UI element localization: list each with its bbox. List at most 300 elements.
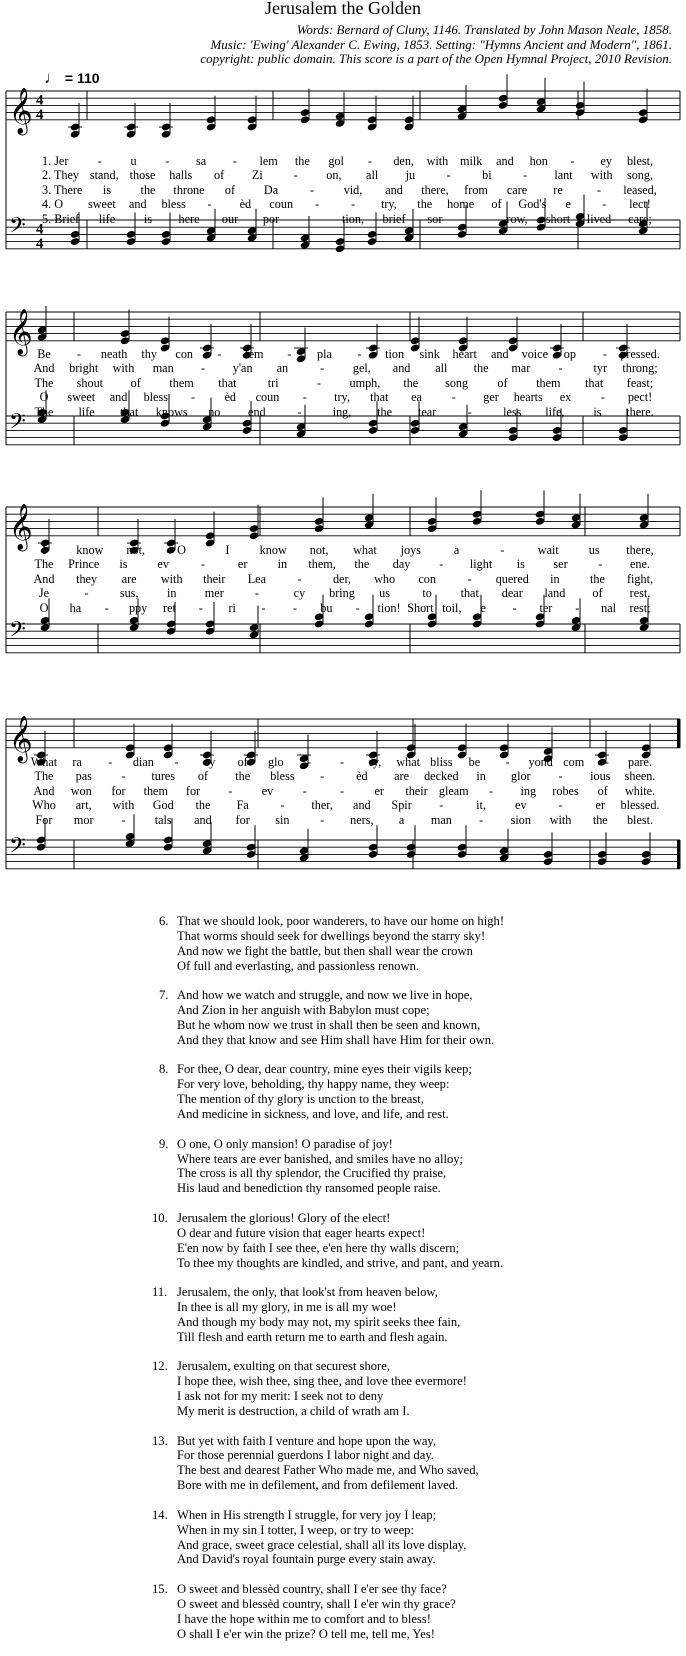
verse-line: When in His strength I struggle, for very joy I leap; xyxy=(177,1507,437,1522)
lyric-syllable: tem xyxy=(245,347,264,361)
lyric-syllable: - xyxy=(575,600,580,615)
verse-number: 11. xyxy=(152,1285,168,1300)
lyric-syllable: e xyxy=(480,600,486,615)
lyric-syllable: fight, xyxy=(626,571,654,586)
lyric-syllable: leased, xyxy=(623,182,657,197)
lyric-syllable: - xyxy=(228,783,233,798)
lyric-syllable: that xyxy=(585,375,604,390)
lyric-syllable: The xyxy=(34,375,54,390)
lyric-line xyxy=(0,813,686,827)
lyric-syllable: - xyxy=(488,783,494,798)
verse-line: Bore with me in defilement, and from defilement laved. xyxy=(177,1478,459,1493)
lyric-syllable: mar xyxy=(511,361,531,376)
lyric-syllable: their xyxy=(405,783,428,798)
lyric-syllable: O xyxy=(177,543,186,557)
lyric-syllable: vid, xyxy=(343,182,363,197)
lyric-syllable: - xyxy=(207,197,212,212)
lyric-syllable: try, xyxy=(380,197,397,212)
lyric-syllable: life xyxy=(78,404,95,419)
lyric-syllable: stand, xyxy=(89,168,119,183)
lyric-syllable: - xyxy=(439,557,444,572)
lyric-syllable: blessed. xyxy=(620,798,660,813)
lyric-syllable: hon xyxy=(529,154,548,168)
lyric-syllable: with xyxy=(112,798,135,813)
lyric-syllable: tyr xyxy=(593,361,608,376)
verse-line: O shall I e'er win the prize? O tell me, tell me, Yes! xyxy=(177,1626,435,1641)
lyric-syllable: quered xyxy=(495,571,529,586)
lyric-syllable: ter xyxy=(539,600,553,615)
lyric-syllable: - xyxy=(287,347,292,361)
verse-number: 12. xyxy=(152,1359,168,1374)
lyric-syllable: glor xyxy=(510,769,531,784)
verse-line: The best and dearest Father Who made me, and Who saved, xyxy=(177,1463,479,1478)
lyric-syllable: Lea xyxy=(247,571,266,586)
verse-line: That we should look, poor wanderers, to have our home on high! xyxy=(177,914,505,928)
lyric-syllable: - xyxy=(190,390,196,405)
lyric-syllable: life, xyxy=(545,404,565,419)
verse-stanza xyxy=(152,1507,504,1568)
lyric-syllable: - xyxy=(293,168,298,183)
lyric-syllable: bless xyxy=(143,390,168,405)
words-credit: Words: Bernard of Cluny, 1146. Translated by John Mason Neale, 1858. xyxy=(296,22,672,37)
lyric-syllable: pect! xyxy=(627,390,653,405)
lyric-syllable: ret xyxy=(163,600,176,615)
lyric-syllable: wait xyxy=(537,543,559,557)
lyric-syllable: there, xyxy=(421,182,449,197)
bass-clef-icon: 𝄢 xyxy=(9,617,26,648)
lyric-syllable: in xyxy=(476,769,486,784)
lyric-syllable: gol xyxy=(328,154,344,168)
lyric-syllable: no xyxy=(208,404,221,419)
bass-clef-icon: 𝄢 xyxy=(9,833,26,864)
lyric-syllable: what xyxy=(396,755,421,769)
lyric-syllable: - xyxy=(306,755,311,769)
lyric-syllable: sheen. xyxy=(624,769,656,784)
lyric-syllable: the xyxy=(403,375,419,390)
lyric-syllable: the xyxy=(473,361,489,376)
lyric-syllable: is xyxy=(593,404,602,419)
lyric-syllable: is xyxy=(143,211,153,226)
lyric-syllable: ha xyxy=(69,600,82,615)
lyric-syllable: them xyxy=(143,783,168,798)
lyric-syllable: - xyxy=(292,600,297,615)
lyric-syllable: for xyxy=(235,812,250,827)
verse-stanza xyxy=(152,1359,504,1419)
lyric-syllable: ene. xyxy=(630,557,650,572)
lyric-syllable: - xyxy=(165,154,170,168)
lyric-syllable: For xyxy=(35,812,53,827)
lyric-syllable: - xyxy=(355,600,360,615)
lyric-syllable: - xyxy=(108,755,113,769)
bass-clef-icon: 𝄢 xyxy=(9,409,26,440)
lyric-syllable: - xyxy=(200,361,205,376)
lyric-syllable: end xyxy=(248,404,266,419)
lyric-syllable: tri xyxy=(267,375,279,390)
lyric-syllable: mor xyxy=(73,812,94,827)
verse-stanza xyxy=(152,1581,504,1642)
lyric-syllable: Fa xyxy=(236,798,249,813)
lyric-syllable: to xyxy=(422,586,432,601)
verse-line: In thee is all my glory, in me is all my woe! xyxy=(177,1300,397,1314)
lyric-syllable: ser xyxy=(553,557,568,572)
lyric-line xyxy=(0,361,686,375)
lyric-syllable: thy xyxy=(141,347,157,361)
lyric-syllable: - xyxy=(198,600,203,615)
lyric-syllable: yond xyxy=(528,755,553,769)
time-signature-bottom: 4 xyxy=(36,235,44,252)
copyright-line: copyright: public domain. This score is a part of the Open Hymnal Project, 2010 Revision. xyxy=(200,51,672,67)
lyric-syllable: - xyxy=(600,390,605,405)
verse-line: O sweet and blessèd country, shall I e'er see thy face? xyxy=(177,1581,447,1596)
lyric-syllable: Da xyxy=(263,182,279,197)
lyric-syllable: is xyxy=(102,182,112,197)
verse-stanza xyxy=(152,1433,504,1494)
treble-clef-icon: 𝄞 xyxy=(9,308,33,355)
lyric-syllable: - xyxy=(317,375,322,390)
lyric-syllable: pare. xyxy=(627,755,653,769)
lyric-syllable: the xyxy=(294,154,310,168)
lyric-syllable: the xyxy=(140,182,156,197)
lyric-syllable: a xyxy=(453,543,460,557)
lyric-syllable: an xyxy=(276,361,289,376)
time-signature-bottom: 4 xyxy=(36,106,44,123)
lyric-syllable: - xyxy=(200,557,205,572)
lyric-syllable: - xyxy=(121,769,126,784)
lyric-syllable: heart xyxy=(452,347,477,361)
lyric-syllable: èd xyxy=(224,390,237,405)
lyric-syllable: and xyxy=(109,390,128,405)
lyric-syllable: be xyxy=(468,755,481,769)
lyric-syllable: tion xyxy=(385,347,405,361)
lyric-syllable: of xyxy=(213,168,225,183)
lyric-syllable: tear xyxy=(418,404,437,419)
lyric-syllable: robes xyxy=(552,783,579,798)
lyric-syllable: ev xyxy=(261,783,274,798)
lyric-syllable: pressed. xyxy=(620,347,660,361)
verse-line: The mention of thy glory is unction to the breast, xyxy=(177,1092,424,1107)
lyric-syllable: - xyxy=(297,571,302,586)
lyric-syllable: with xyxy=(590,168,613,183)
verse-line: When in my sin I totter, I weep, or try to weep: xyxy=(177,1522,414,1537)
verse-line: My merit is destruction, a child of wrath am I. xyxy=(177,1404,410,1419)
lyric-line xyxy=(0,405,686,419)
lyric-syllable: 1. Jer xyxy=(42,154,69,168)
lyric-syllable: the xyxy=(195,798,211,813)
lyric-syllable: And xyxy=(33,361,55,376)
verse-number: 9. xyxy=(159,1136,169,1151)
lyric-syllable: - xyxy=(232,154,237,168)
verse-line: For thee, O dear, dear country, mine eyes their vigils keep; xyxy=(177,1062,472,1077)
lyric-syllable: hearts xyxy=(513,390,543,405)
lyric-syllable: sus, xyxy=(119,586,139,601)
lyric-syllable: and xyxy=(392,361,411,376)
lyric-syllable: that xyxy=(370,390,389,405)
lyric-syllable: blest, xyxy=(626,154,654,168)
lyric-syllable: row, xyxy=(506,211,528,226)
lyric-syllable: - xyxy=(104,600,109,615)
lyric-syllable: sion xyxy=(510,812,531,827)
lyric-syllable: op xyxy=(563,347,576,361)
lyric-syllable: all xyxy=(435,361,448,376)
lyric-syllable: light xyxy=(469,557,493,572)
lyric-syllable: u xyxy=(130,154,137,168)
lyric-syllable: man xyxy=(152,361,174,376)
lyric-syllable: them, xyxy=(308,557,336,572)
lyric-syllable: - xyxy=(254,586,259,601)
lyric-syllable: song xyxy=(445,375,469,390)
lyric-syllable: I xyxy=(225,543,230,557)
lyric-syllable: pla xyxy=(317,347,332,361)
lyric-syllable: and xyxy=(128,197,147,212)
verse-line: For very love, beholding, thy happy name, they weep: xyxy=(177,1077,450,1092)
lyric-syllable: less xyxy=(503,404,522,419)
lyric-syllable: with xyxy=(112,361,135,376)
lyric-line xyxy=(0,601,686,615)
lyric-syllable: bu xyxy=(320,600,333,615)
lyric-syllable: - xyxy=(558,769,563,784)
lyric-syllable: - xyxy=(309,182,315,197)
lyric-syllable: - xyxy=(302,783,307,798)
lyric-syllable: - xyxy=(339,755,345,769)
lyric-syllable: O xyxy=(39,390,49,405)
lyric-syllable: pas xyxy=(75,769,92,784)
lyric-line xyxy=(0,168,686,182)
lyric-syllable: there, xyxy=(626,543,654,557)
lyric-line xyxy=(0,212,686,226)
lyric-syllable: in xyxy=(166,586,177,601)
lyric-syllable: of xyxy=(491,197,502,212)
verse-line: And though my body may not, my spirit seeks thee fain, xyxy=(177,1314,461,1329)
lyric-syllable: not, xyxy=(126,543,145,557)
lyric-syllable: God xyxy=(152,798,174,813)
lyric-syllable: ey xyxy=(600,154,612,168)
lyric-syllable: and xyxy=(490,347,509,361)
lyric-syllable: - xyxy=(297,404,302,419)
verse-stanza xyxy=(159,914,504,974)
lyric-syllable: their xyxy=(203,571,226,586)
lyric-syllable: sor xyxy=(427,211,443,226)
lyric-syllable: ry, xyxy=(368,755,382,769)
verse-line: And Zion in her anguish with Babylon must cope; xyxy=(177,1003,430,1018)
lyric-syllable: try, xyxy=(334,390,350,405)
treble-clef-icon: 𝄞 xyxy=(9,715,33,762)
lyric-syllable: - xyxy=(84,586,89,601)
lyric-syllable: - xyxy=(467,404,472,419)
lyric-syllable: 4. O xyxy=(42,197,63,212)
lyric-syllable: der, xyxy=(332,571,352,586)
lyric-syllable: glo xyxy=(267,755,284,769)
lyric-syllable: bless xyxy=(270,769,295,784)
lyric-syllable: - xyxy=(302,390,307,405)
verse-line: O one, O only mansion! O paradise of joy! xyxy=(177,1136,393,1151)
lyric-syllable: tals xyxy=(154,812,172,827)
lyric-syllable: - xyxy=(473,211,479,226)
lyric-syllable: of xyxy=(597,783,608,798)
lyric-syllable: bring xyxy=(329,586,355,601)
verse-stanza xyxy=(159,1062,504,1122)
lyric-syllable: er xyxy=(374,783,384,798)
lyric-syllable: halls xyxy=(169,168,193,183)
verse-line: I ask not for my merit: I seek not to deny xyxy=(177,1389,384,1404)
verse-line: O dear and future vision that eager hearts expect! xyxy=(177,1225,426,1240)
lyric-syllable: voice xyxy=(521,347,549,361)
lyric-syllable: por xyxy=(262,211,280,226)
lyric-syllable: ppy xyxy=(128,600,148,615)
lyric-syllable: - xyxy=(446,168,451,183)
time-signature-top: 4 xyxy=(36,221,44,238)
lyric-syllable: com xyxy=(563,755,585,769)
verse-line: Where tears are ever banished, and smiles have no alloy; xyxy=(177,1151,464,1166)
lyric-syllable: umph, xyxy=(349,375,381,390)
lyric-syllable: - xyxy=(500,543,505,557)
lyric-syllable: that xyxy=(460,586,479,601)
verse-number: 10. xyxy=(152,1210,168,1225)
lyric-syllable: a xyxy=(398,812,405,827)
bass-clef-icon: 𝄢 xyxy=(9,213,26,244)
lyric-syllable: re xyxy=(553,182,563,197)
lyric-syllable: - xyxy=(558,361,563,376)
verse-line: I hope thee, wish thee, sing thee, and love thee evermore! xyxy=(177,1374,467,1389)
lyric-line xyxy=(0,543,686,557)
verse-line: E'en now by faith I see thee, e'en here thy walls discern; xyxy=(177,1240,460,1255)
lyric-syllable: tures xyxy=(151,769,176,784)
lyric-syllable: care; xyxy=(628,211,652,226)
lyric-syllable: man xyxy=(430,812,452,827)
lyric-line xyxy=(0,798,686,812)
lyric-syllable: those xyxy=(129,168,156,183)
verse-stanza xyxy=(152,1285,504,1345)
lyric-syllable: bi xyxy=(482,168,492,183)
lyric-syllable: land xyxy=(544,586,566,601)
lyric-syllable: ing xyxy=(520,783,537,798)
verse-line: To thee my thoughts are kindled, and strive, and pant, and yearn. xyxy=(177,1255,504,1270)
lyric-syllable: of xyxy=(592,586,603,601)
lyric-syllable: for xyxy=(185,783,201,798)
lyric-syllable: - xyxy=(602,347,607,361)
lyric-syllable: 3. There xyxy=(42,182,83,197)
lyric-syllable: the xyxy=(592,812,608,827)
lyric-syllable: e xyxy=(565,197,571,212)
lyric-syllable: bright xyxy=(69,361,99,376)
lyric-syllable: of xyxy=(237,755,248,769)
lyric-syllable: of xyxy=(497,375,508,390)
lyric-syllable: - xyxy=(598,557,603,572)
lyric-syllable: us xyxy=(379,586,390,601)
lyric-syllable: us xyxy=(588,543,600,557)
lyric-syllable: y'an xyxy=(232,361,253,376)
lyric-syllable: know xyxy=(76,543,104,557)
lyric-syllable: - xyxy=(309,211,315,226)
verse-line: Till flesh and earth return me to earth and flesh again. xyxy=(177,1329,448,1344)
lyric-syllable: - xyxy=(261,600,266,615)
lyric-syllable: - xyxy=(320,361,325,376)
hymn-title: Jerusalem the Golden xyxy=(265,0,421,18)
lyric-syllable: is xyxy=(119,557,128,572)
verse-line: For those perennial guerdons I labor night and day. xyxy=(177,1448,434,1463)
treble-clef-icon: 𝄞 xyxy=(9,503,33,550)
lyric-syllable: life xyxy=(98,211,116,226)
lyric-syllable: coun xyxy=(269,197,294,212)
lyric-syllable: the xyxy=(417,197,433,212)
lyric-syllable: - xyxy=(280,798,285,813)
final-bar-line xyxy=(677,719,680,748)
lyric-syllable: and xyxy=(353,798,371,813)
treble-clef-icon: 𝄞 xyxy=(9,87,33,134)
verse-line: That worms should seek for dwellings beyond the starry sky! xyxy=(177,928,486,943)
verse-stanza xyxy=(152,1210,504,1271)
lyric-line xyxy=(0,572,686,586)
lyric-syllable: shout xyxy=(76,375,104,390)
lyric-syllable: dian xyxy=(132,755,154,769)
lyric-syllable: throne xyxy=(173,182,205,197)
lyric-syllable: I xyxy=(41,543,47,557)
lyric-syllable: brief xyxy=(382,211,406,226)
lyric-syllable: ex xyxy=(559,390,572,405)
lyric-syllable: 5. Brief xyxy=(42,211,80,226)
lyric-syllable: here xyxy=(178,211,200,226)
verse-number: 6. xyxy=(159,914,169,928)
lyric-syllable: rest, xyxy=(629,586,651,601)
verse-number: 15. xyxy=(152,1581,168,1596)
lyric-syllable: lem xyxy=(259,154,278,168)
lyric-line xyxy=(0,347,686,361)
lyric-syllable: know xyxy=(259,543,287,557)
verse-line: And how we watch and struggle, and now we live in hope, xyxy=(177,988,473,1003)
lyric-syllable: short xyxy=(545,211,571,226)
verse-line: Jerusalem, exulting on that securest shore, xyxy=(177,1359,390,1374)
lyric-syllable: for xyxy=(111,783,126,798)
lyric-syllable: Je xyxy=(38,586,50,601)
lyric-syllable: of xyxy=(130,375,141,390)
lyric-syllable: is xyxy=(516,557,525,572)
lyric-syllable: with xyxy=(426,154,449,168)
lyric-syllable: them xyxy=(536,375,561,390)
lyric-syllable: nal xyxy=(601,600,617,615)
verse-line: O sweet and blessèd country, shall I e'er win thy grace? xyxy=(177,1596,456,1611)
lyric-syllable: in xyxy=(550,571,560,586)
time-signature-top: 4 xyxy=(36,92,44,109)
lyric-line xyxy=(0,154,686,168)
verse-number: 7. xyxy=(159,988,169,1003)
final-bar-line xyxy=(677,840,680,869)
verse-line: Jerusalem the glorious! Glory of the elect! xyxy=(177,1210,391,1225)
lyric-syllable: the xyxy=(377,404,393,419)
verse-line: But yet with faith I venture and hope upon the way, xyxy=(177,1433,437,1448)
lyric-syllable: What xyxy=(30,755,58,769)
lyric-syllable: - xyxy=(320,769,325,784)
lyric-syllable: cy xyxy=(293,586,306,601)
lyric-syllable: there. xyxy=(626,404,654,419)
lyric-syllable: coun xyxy=(255,390,280,405)
lyric-syllable: - xyxy=(602,197,607,212)
lyric-syllable: sweet xyxy=(67,390,96,405)
lyric-syllable: sweet xyxy=(88,197,116,212)
lyric-syllable: from xyxy=(464,182,488,197)
lyric-syllable: den, xyxy=(393,154,414,168)
lyric-syllable: - xyxy=(357,347,362,361)
lyric-syllable: - xyxy=(558,798,563,813)
lyric-syllable: with xyxy=(549,812,572,827)
lyric-syllable: not, xyxy=(309,543,329,557)
lyric-syllable: on, xyxy=(326,168,342,183)
lyric-syllable: toil, xyxy=(442,600,462,615)
lyric-syllable: - xyxy=(174,755,179,769)
lyric-syllable: ri xyxy=(228,600,236,615)
lyric-syllable: èd xyxy=(356,769,368,784)
lyric-syllable: tion, xyxy=(341,211,365,226)
lyric-syllable: mer xyxy=(204,586,224,601)
lyric-syllable: 2. They xyxy=(42,168,80,183)
